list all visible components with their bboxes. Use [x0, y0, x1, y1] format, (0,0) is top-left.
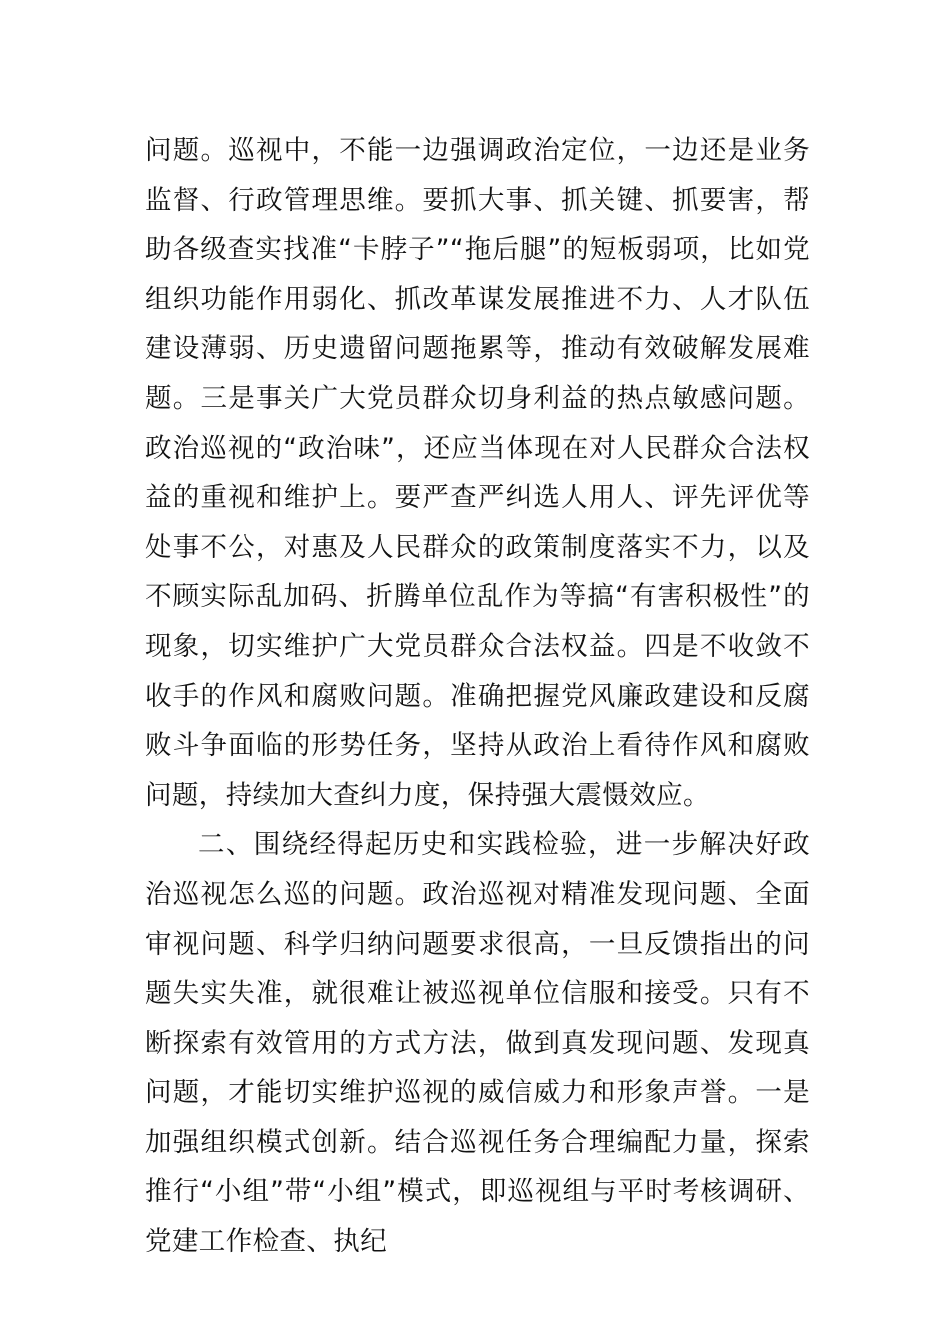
paragraph-continuation: 问题。巡视中，不能一边强调政治定位，一边还是业务监督、行政管理思维。要抓大事、抓关键、抓要害，帮助各级查实找准“卡脖子”“拖后腿”的短板弱项，比如党组织功能作用弱化、抓改革谋发展推进不力、人才队伍建设薄弱、历史遗留问题拖累等，推动有效破解发展难题。三是事关广大党员群众切身利益的热点敏感问题。政治巡视的“政治味”，还应当体现在对人民群众合法权益的重视和维护上。要严查严纠选人用人、评先评优等处事不公，对惠及人民群众的政策制度落实不力，以及不顾实际乱加码、折腾单位乱作为等搞“有害积极性”的现象，切实维护广大党员群众合法权益。四是不收敛不收手的作风和腐败问题。准确把握党风廉政建设和反腐败斗争面临的形势任务，坚持从政治上看待作风和腐败问题，持续加大查纠力度，保持强大震慑效应。	[145, 135, 810, 811]
paragraph-section-two: 二、围绕经得起历史和实践检验，进一步解决好政治巡视怎么巡的问题。政治巡视对精准发现问题、全面审视问题、科学归纳问题要求很高，一旦反馈指出的问题失实失准，就很难让被巡视单位信服和接受。只有不断探索有效管用的方式方法，做到真发现问题、发现真问题，才能切实维护巡视的威信威力和形象声誉。一是加强组织模式创新。结合巡视任务合理编配力量，探索推行“小组”带“小组”模式，即巡视组与平时考核调研、党建工作检查、执纪	[145, 829, 810, 1258]
body-text	[145, 126, 810, 1267]
